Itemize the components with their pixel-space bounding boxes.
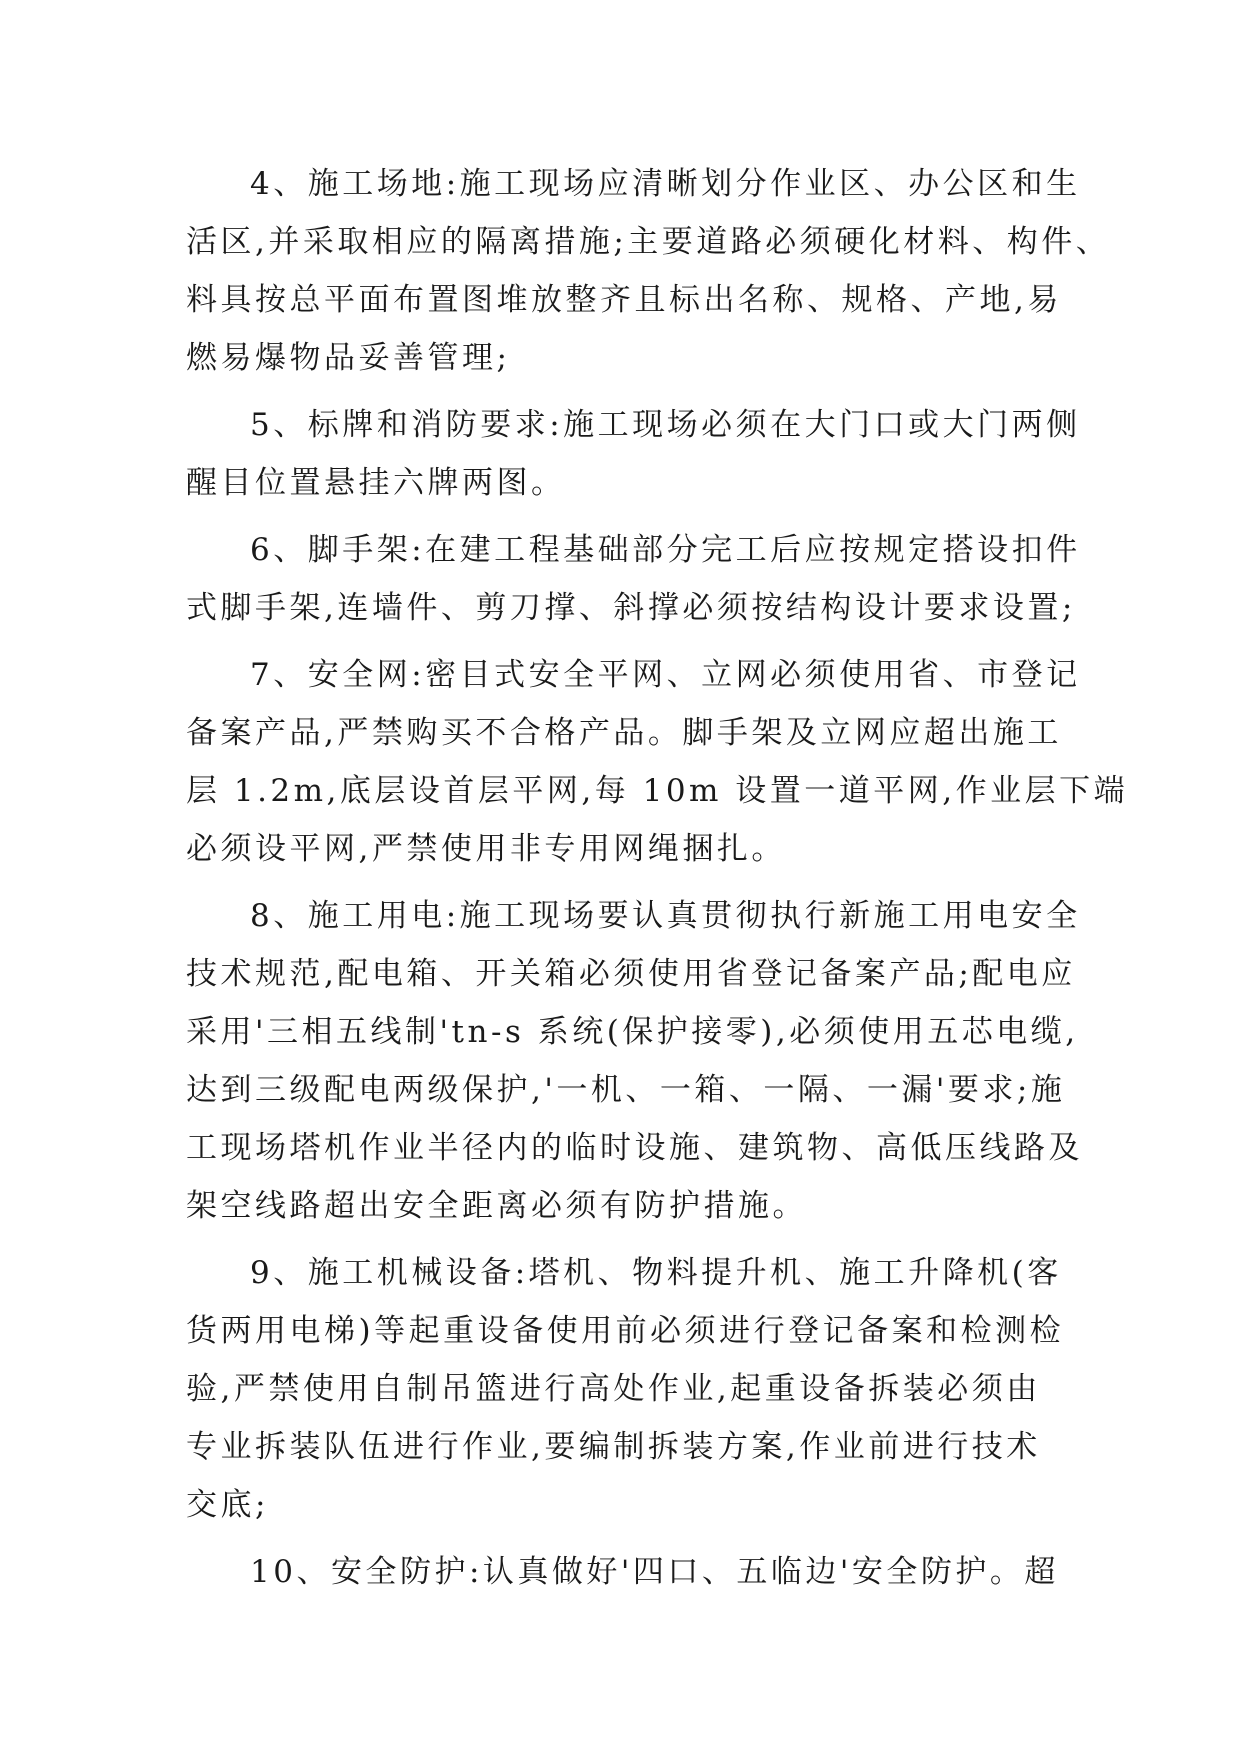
document-body <box>186 155 1129 1601</box>
text-line: 架空线路超出安全距离必须有防护措施。 <box>186 1188 807 1224</box>
text-line: 活区,并采取相应的隔离措施;主要道路必须硬化材料、构件、 <box>186 224 1111 260</box>
text-line: 必须设平网,严禁使用非专用网绳捆扎。 <box>186 831 786 867</box>
text-line: 工现场塔机作业半径内的临时设施、建筑物、高低压线路及 <box>186 1130 1083 1166</box>
text-line: 技术规范,配电箱、开关箱必须使用省登记备案产品;配电应 <box>186 956 1076 992</box>
text-line: 醒目位置悬挂六牌两图。 <box>186 465 566 501</box>
paragraph <box>186 887 1083 1235</box>
paragraph-spacer <box>186 387 1056 396</box>
paragraph-spacer <box>186 878 1056 887</box>
text-line: 货两用电梯)等起重设备使用前必须进行登记备案和检测检 <box>186 1313 1065 1349</box>
text-line: 10、安全防护:认真做好'四口、五临边'安全防护。超 <box>250 1554 1059 1590</box>
paragraph <box>186 1543 1059 1601</box>
paragraph <box>186 521 1081 637</box>
text-line: 6、脚手架:在建工程基础部分完工后应按规定搭设扣件 <box>250 532 1081 568</box>
paragraph-spacer <box>186 637 1056 646</box>
paragraph-spacer <box>186 1235 1056 1244</box>
text-line: 燃易爆物品妥善管理; <box>186 340 511 376</box>
text-line: 7、安全网:密目式安全平网、立网必须使用省、市登记 <box>250 657 1081 693</box>
text-line: 交底; <box>186 1487 269 1523</box>
text-line: 层 1.2m,底层设首层平网,每 10m 设置一道平网,作业层下端 <box>186 773 1129 809</box>
text-line: 专业拆装队伍进行作业,要编制拆装方案,作业前进行技术 <box>186 1429 1041 1465</box>
paragraph-spacer <box>186 512 1056 521</box>
text-line: 8、施工用电:施工现场要认真贯彻执行新施工用电安全 <box>250 898 1081 934</box>
text-line: 备案产品,严禁购买不合格产品。脚手架及立网应超出施工 <box>186 715 1062 751</box>
text-line: 验,严禁使用自制吊篮进行高处作业,起重设备拆装必须由 <box>186 1371 1041 1407</box>
paragraph <box>186 1244 1065 1534</box>
text-line: 9、施工机械设备:塔机、物料提升机、施工升降机(客 <box>250 1255 1062 1291</box>
paragraph <box>186 646 1129 878</box>
paragraph <box>186 396 1081 512</box>
paragraph-spacer <box>186 1534 1056 1543</box>
text-line: 5、标牌和消防要求:施工现场必须在大门口或大门两侧 <box>250 407 1081 443</box>
text-line: 达到三级配电两级保护,'一机、一箱、一隔、一漏'要求;施 <box>186 1072 1066 1108</box>
text-line: 料具按总平面布置图堆放整齐且标出名称、规格、产地,易 <box>186 282 1062 318</box>
text-line: 4、施工场地:施工现场应清晰划分作业区、办公区和生 <box>250 166 1081 202</box>
paragraph <box>186 155 1111 387</box>
text-line: 采用'三相五线制'tn-s 系统(保护接零),必须使用五芯电缆, <box>186 1014 1079 1050</box>
text-line: 式脚手架,连墙件、剪刀撑、斜撑必须按结构设计要求设置; <box>186 590 1076 626</box>
